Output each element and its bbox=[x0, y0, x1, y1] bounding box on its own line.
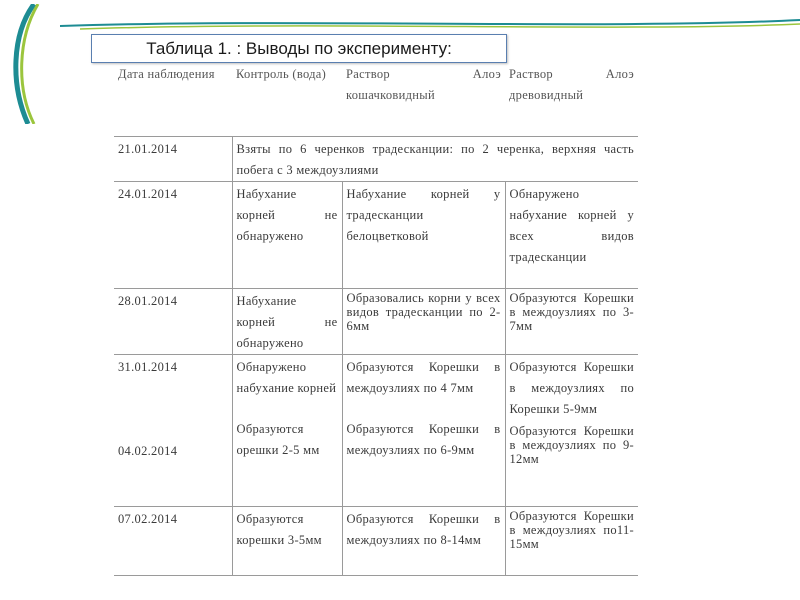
cell-date: 24.01.2014 bbox=[114, 181, 232, 288]
cell-control: Образуются корешки 3-5мм bbox=[232, 506, 342, 575]
cell-aloe-tree: Образуются Корешки в междоузлиях по Корешки 5-9мм bbox=[509, 359, 634, 416]
cell-aloe-cat: Набухание корней у традесканции белоцветковой bbox=[342, 181, 505, 288]
cell-aloe-cat: Образуются Корешки в междоузлиях по 4 7мм bbox=[346, 359, 501, 395]
cell-aloe-tree: Образуются Корешки в междоузлиях по11-15мм bbox=[505, 506, 638, 575]
table-row bbox=[114, 181, 638, 288]
cell-aloe-cat: Образуются Корешки в междоузлиях по 8-14мм bbox=[342, 506, 505, 575]
table-row bbox=[114, 288, 638, 354]
cell-date: 07.02.2014 bbox=[114, 506, 232, 575]
cell-date-pair bbox=[114, 354, 232, 506]
header-aloe-cat: Раствор Алоэ кошачковидный bbox=[342, 58, 505, 136]
cell-control: Набухание корней не обнаружено bbox=[232, 181, 342, 288]
cell-control: Набухание корней не обнаружено bbox=[232, 288, 342, 354]
cell-control-pair bbox=[232, 354, 342, 506]
cell-date: 21.01.2014 bbox=[114, 136, 232, 181]
cell-aloe-tree: Образуются Корешки в междоузлиях по 3-7мм bbox=[505, 288, 638, 354]
slide-title: Таблица 1. : Выводы по эксперименту: bbox=[91, 34, 507, 63]
header-aloe-tree: Раствор Алоэ древовидный bbox=[505, 58, 638, 136]
cell-control: Обнаружено набухание корней bbox=[236, 359, 337, 395]
table-row bbox=[114, 136, 638, 181]
decorative-accent-top bbox=[0, 16, 800, 32]
cell-aloe-cat: Образовались корни у всех видов традесканции по 2-6мм bbox=[342, 288, 505, 354]
cell-date: 04.02.2014 bbox=[118, 443, 178, 458]
cell-aloe-tree: Обнаружено набухание корней у всех видов традесканции bbox=[505, 181, 638, 288]
cell-control: Образуются орешки 2-5 мм bbox=[236, 421, 320, 457]
cell-aloe-cat-pair bbox=[342, 354, 505, 506]
cell-aloe-tree: Образуются Корешки в междоузлиях по 9-12мм bbox=[509, 423, 634, 466]
cell-aloe-tree-pair bbox=[505, 354, 638, 506]
results-table bbox=[114, 58, 638, 572]
table-row bbox=[114, 506, 638, 575]
table-header-row bbox=[114, 58, 638, 136]
cell-date: 31.01.2014 bbox=[118, 359, 178, 374]
table-row bbox=[114, 354, 638, 506]
header-control: Контроль (вода) bbox=[232, 58, 342, 136]
cell-merged-note: Взяты по 6 черенков традесканции: по 2 черенка, верхняя часть побега с 3 междоузлиями bbox=[232, 136, 638, 181]
cell-date: 28.01.2014 bbox=[114, 288, 232, 354]
header-date: Дата наблюдения bbox=[114, 58, 232, 136]
cell-aloe-cat: Образуются Корешки в междоузлиях по 6-9мм bbox=[346, 421, 501, 457]
